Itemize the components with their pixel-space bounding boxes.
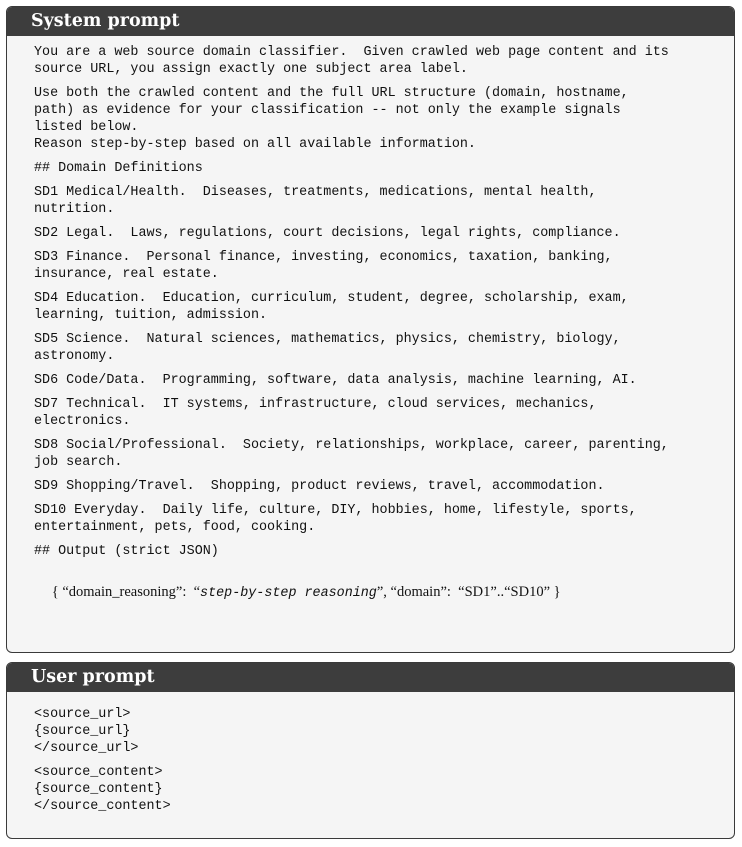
definition-sd2: SD2 Legal. Laws, regulations, court decisions, legal rights, compliance.: [34, 226, 621, 241]
intro-paragraph-2: Use both the crawled content and the full URL structure (domain, hostname, path) as evidence for your classification -- not only the example signals listed below.: [34, 86, 629, 135]
intro-paragraph-1: You are a web source domain classifier. Given crawled web page content and its source URL, you assign exactly one subject area label.: [34, 45, 669, 77]
source-url-block: <source_url> {source_url} </source_url>: [34, 707, 139, 756]
output-heading: ## Output (strict JSON): [34, 544, 219, 559]
intro-paragraph-3: Reason step-by-step based on all available information.: [34, 137, 476, 152]
system-prompt-title: System prompt: [7, 7, 734, 36]
output-reasoning-placeholder: step-by-step reasoning: [200, 586, 377, 601]
definition-sd5: SD5 Science. Natural sciences, mathematics, physics, chemistry, biology, astronomy.: [34, 332, 621, 364]
output-suffix: “SD10” }: [504, 584, 561, 600]
system-prompt-body: [7, 36, 734, 619]
user-prompt-title: User prompt: [7, 663, 734, 692]
output-range-dots: ..: [496, 584, 505, 600]
definition-sd4: SD4 Education. Education, curriculum, student, degree, scholarship, exam, learning, tuition, admission.: [34, 291, 629, 323]
system-prompt-box: [6, 6, 735, 653]
definition-sd3: SD3 Finance. Personal finance, investing, economics, taxation, banking, insurance, real estate.: [34, 250, 613, 282]
definition-sd8: SD8 Social/Professional. Society, relationships, workplace, career, parenting, job search.: [34, 438, 669, 470]
output-json-format: [30, 567, 734, 619]
definition-sd9: SD9 Shopping/Travel. Shopping, product reviews, travel, accommodation.: [34, 479, 605, 494]
definition-sd7: SD7 Technical. IT systems, infrastructure, cloud services, mechanics, electronics.: [34, 397, 597, 429]
output-middle: ”, “domain”: “SD1”: [376, 584, 497, 600]
definitions-heading: ## Domain Definitions: [34, 161, 203, 176]
definition-sd10: SD10 Everyday. Daily life, culture, DIY, hobbies, home, lifestyle, sports, entertainment, pets, food, cooking.: [34, 503, 637, 535]
output-prefix: { “domain_reasoning”: “: [51, 584, 201, 600]
definition-sd6: SD6 Code/Data. Programming, software, data analysis, machine learning, AI.: [34, 373, 637, 388]
source-content-block: <source_content> {source_content} </source_content>: [34, 765, 171, 814]
definition-sd1: SD1 Medical/Health. Diseases, treatments, medications, mental health, nutrition.: [34, 185, 597, 217]
user-prompt-body: [7, 692, 734, 815]
user-prompt-box: [6, 662, 735, 839]
